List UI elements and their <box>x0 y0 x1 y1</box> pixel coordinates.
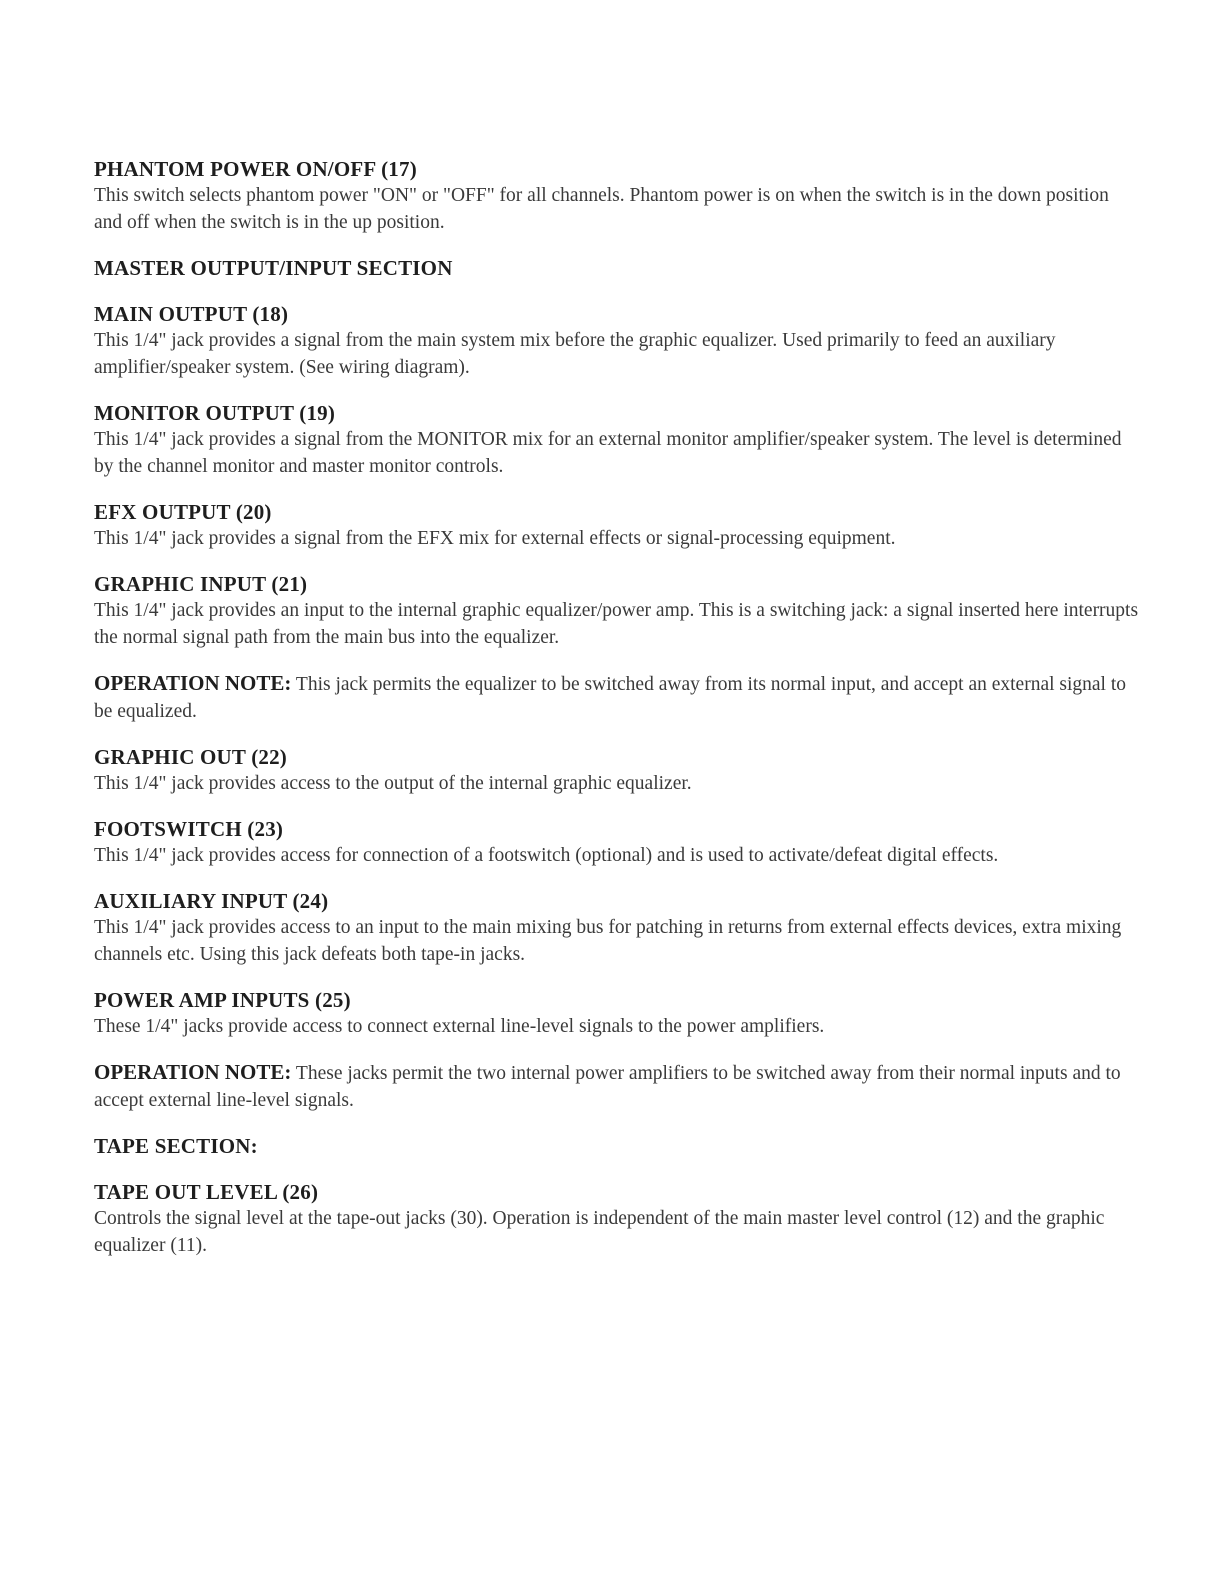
section-title: TAPE SECTION: <box>94 1134 258 1158</box>
entry-body: These 1/4" jacks provide access to connect external line-level signals to the power amplifiers. <box>94 1016 825 1037</box>
entry-body: Controls the signal level at the tape-out jacks (30). Operation is independent of the main master level control (12) and the graphic equalizer (11). <box>94 1208 1105 1256</box>
entry-graphic-input <box>94 571 1139 651</box>
section-title: MASTER OUTPUT/INPUT SECTION <box>94 256 453 280</box>
note-label: OPERATION NOTE: <box>94 671 292 695</box>
entry-tape-out-level <box>94 1179 1139 1259</box>
note-label: OPERATION NOTE: <box>94 1060 292 1084</box>
entry-body: This 1/4" jack provides access to the output of the internal graphic equalizer. <box>94 773 692 794</box>
section-tape <box>94 1133 1139 1159</box>
entry-heading: GRAPHIC INPUT (21) <box>94 572 308 596</box>
entry-heading: POWER AMP INPUTS (25) <box>94 988 351 1012</box>
entry-heading: MONITOR OUTPUT (19) <box>94 401 336 425</box>
entry-graphic-out <box>94 744 1139 797</box>
entry-body: This 1/4" jack provides access for connection of a footswitch (optional) and is used to activate/defeat digital effects. <box>94 845 999 866</box>
entry-heading: GRAPHIC OUT (22) <box>94 745 287 769</box>
entry-heading: PHANTOM POWER ON/OFF (17) <box>94 157 417 181</box>
entry-phantom-power <box>94 156 1139 236</box>
entry-heading: AUXILIARY INPUT (24) <box>94 889 329 913</box>
entry-footswitch <box>94 816 1139 869</box>
entry-body: This switch selects phantom power "ON" or "OFF" for all channels. Phantom power is on when the switch is in the down position and off when the switch is in the up position. <box>94 185 1109 233</box>
document-page <box>94 156 1139 1278</box>
entry-auxiliary-input <box>94 888 1139 968</box>
entry-heading: MAIN OUTPUT (18) <box>94 302 289 326</box>
note-body: These jacks permit the two internal power amplifiers to be switched away from their normal inputs and to accept external line-level signals. <box>94 1063 1121 1111</box>
section-master-output-input <box>94 255 1139 281</box>
entry-heading: TAPE OUT LEVEL (26) <box>94 1180 319 1204</box>
entry-heading: FOOTSWITCH (23) <box>94 817 284 841</box>
entry-monitor-output <box>94 400 1139 480</box>
entry-main-output <box>94 301 1139 381</box>
entry-body: This 1/4" jack provides a signal from the main system mix before the graphic equalizer. Used primarily to feed an auxiliary amplifier/speaker system. (See wiring diagram). <box>94 330 1056 378</box>
operation-note-graphic-input <box>94 670 1139 725</box>
operation-note <box>94 670 1139 725</box>
entry-body: This 1/4" jack provides a signal from the MONITOR mix for an external monitor amplifier/speaker system. The level is determined by the channel monitor and master monitor controls. <box>94 429 1122 477</box>
entry-efx-output <box>94 499 1139 552</box>
entry-power-amp-inputs <box>94 987 1139 1040</box>
note-body: This jack permits the equalizer to be switched away from its normal input, and accept an external signal to be equalized. <box>94 674 1127 722</box>
operation-note-power-amp <box>94 1059 1139 1114</box>
entry-body: This 1/4" jack provides access to an input to the main mixing bus for patching in returns from external effects devices, extra mixing channels etc. Using this jack defeats both tape-in jacks. <box>94 917 1122 965</box>
entry-heading: EFX OUTPUT (20) <box>94 500 272 524</box>
operation-note <box>94 1059 1139 1114</box>
entry-body: This 1/4" jack provides an input to the internal graphic equalizer/power amp. This is a switching jack: a signal inserted here interrupts the normal signal path from the main bus into the equalizer. <box>94 600 1139 648</box>
entry-body: This 1/4" jack provides a signal from the EFX mix for external effects or signal-processing equipment. <box>94 528 896 549</box>
